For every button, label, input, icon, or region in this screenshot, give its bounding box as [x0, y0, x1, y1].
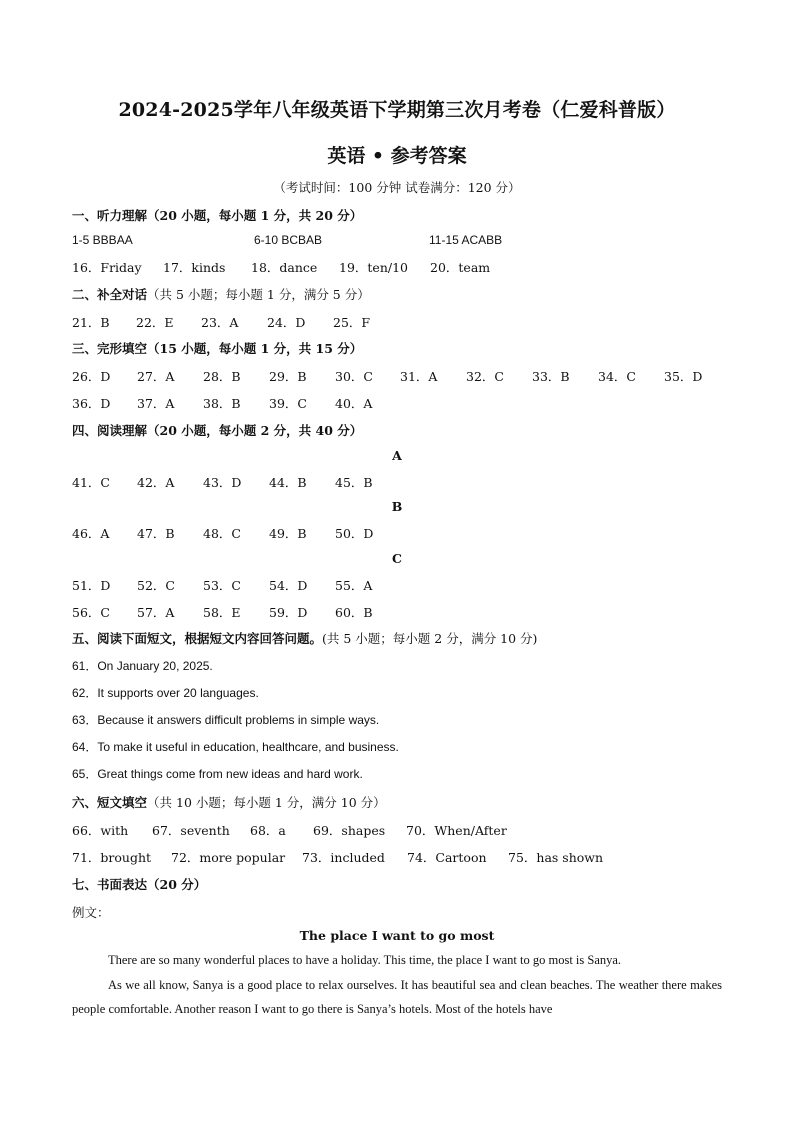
answer-item: 51．D: [72, 578, 111, 593]
answer-item: 40．A: [335, 396, 373, 411]
answer-item: 68．a: [250, 823, 286, 838]
section-6-note: （共 10 小题；每小题 1 分，满分 10 分）: [147, 795, 386, 810]
answer-item: 39．C: [269, 396, 307, 411]
answer-item: 53．C: [203, 578, 241, 593]
answer-item: 21．B: [72, 315, 110, 330]
essay-paragraph-1: There are so many wonderful places to have a holiday. This time, the place I want to go most is Sanya.: [108, 953, 622, 967]
section-2-note: （共 5 小题；每小题 1 分，满分 5 分）: [147, 287, 370, 302]
example-label: 例文：: [72, 905, 110, 920]
passage-c-label: C: [392, 551, 402, 566]
answer-item: 49．B: [269, 526, 307, 541]
answer-group: 11-15 ACABB: [429, 233, 503, 247]
answer-item: 70．When/After: [406, 823, 507, 838]
answer-group: 1-5 BBBAA: [72, 233, 133, 247]
answer-line: 65．Great things come from new ideas and hard work.: [72, 767, 363, 781]
answer-item: 66．with: [72, 823, 129, 838]
section-5-heading: [72, 629, 537, 647]
answer-item: 25．F: [333, 315, 371, 330]
answer-item: 20．team: [430, 260, 491, 275]
passage-b-label: B: [391, 499, 403, 514]
answer-item: 73．included: [302, 850, 385, 865]
answer-item: 34．C: [598, 369, 636, 384]
page-subtitle: 英语 • 参考答案: [327, 145, 467, 167]
section-6-title: 六、短文填空: [72, 795, 148, 810]
answer-item: 54．D: [269, 578, 308, 593]
section-2-heading: [72, 285, 370, 303]
answer-item: 56．C: [72, 605, 110, 620]
answer-item: 60．B: [335, 605, 373, 620]
answer-item: 17．kinds: [163, 260, 226, 275]
answer-item: 35．D: [664, 369, 703, 384]
essay-paragraph-2: As we all know, Sanya is a good place to relax ourselves. It has beautiful sea and clean beaches. The weather there makes people comfortable. Another reason I want to go there is Sanya’s hotels. Most of the hotels have: [72, 977, 722, 1016]
section-1-heading: 一、听力理解（20 小题，每小题 1 分，共 20 分）: [72, 208, 363, 223]
exam-info: （考试时间：100 分钟 试卷满分：120 分）: [273, 180, 521, 195]
answer-line: 63．Because it answers difficult problems in simple ways.: [72, 713, 380, 727]
page-title: 2024-2025学年八年级英语下学期第三次月考卷（仁爱科普版）: [118, 99, 676, 121]
answer-line: 62．It supports over 20 languages.: [72, 686, 259, 700]
answer-item: 24．D: [267, 315, 306, 330]
answer-item: 59．D: [269, 605, 308, 620]
section-5-note: (共 5 小题；每小题 2 分，满分 10 分): [322, 631, 538, 646]
answer-item: 29．B: [269, 369, 307, 384]
answer-item: 44．B: [269, 475, 307, 490]
answer-line: 64．To make it useful in education, healthcare, and business.: [72, 740, 399, 754]
answer-line: 61．On January 20, 2025.: [72, 659, 213, 673]
answer-item: 67．seventh: [152, 823, 230, 838]
answer-item: 71．brought: [72, 850, 152, 865]
section-5-title: 五、阅读下面短文，根据短文内容回答问题。: [72, 631, 323, 646]
section-2-title: 二、补全对话: [72, 287, 148, 302]
answer-item: 58．E: [203, 605, 241, 620]
answer-item: 16．Friday: [72, 260, 142, 275]
answer-item: 32．C: [466, 369, 504, 384]
answer-item: 45．B: [335, 475, 373, 490]
answer-item: 57．A: [137, 605, 175, 620]
answer-item: 38．B: [203, 396, 241, 411]
essay-paragraph: [72, 948, 722, 1022]
section-6-heading: [72, 793, 386, 811]
passage-a-label: A: [392, 448, 402, 463]
answer-item: 28．B: [203, 369, 241, 384]
essay-title: The place I want to go most: [299, 928, 495, 943]
answer-item: 72．more popular: [171, 850, 286, 865]
answer-item: 52．C: [137, 578, 175, 593]
answer-item: 69．shapes: [313, 823, 386, 838]
answer-item: 50．D: [335, 526, 374, 541]
answer-item: 30．C: [335, 369, 373, 384]
answer-item: 31．A: [400, 369, 438, 384]
answer-group: 6-10 BCBAB: [254, 233, 323, 247]
answer-item: 22．E: [136, 315, 174, 330]
answer-item: 48．C: [203, 526, 241, 541]
answer-item: 36．D: [72, 396, 111, 411]
answer-item: 47．B: [137, 526, 175, 541]
section-4-heading: 四、阅读理解（20 小题，每小题 2 分，共 40 分）: [72, 423, 363, 438]
answer-item: 41．C: [72, 475, 110, 490]
section-7-heading: 七、书面表达（20 分）: [72, 877, 207, 892]
answer-item: 19．ten/10: [339, 260, 408, 275]
answer-item: 33．B: [532, 369, 570, 384]
answer-item: 55．A: [335, 578, 373, 593]
answer-item: 18．dance: [251, 260, 318, 275]
answer-item: 43．D: [203, 475, 242, 490]
answer-item: 37．A: [137, 396, 175, 411]
answer-item: 74．Cartoon: [407, 850, 487, 865]
answer-item: 46．A: [72, 526, 110, 541]
answer-item: 26．D: [72, 369, 111, 384]
answer-item: 75．has shown: [508, 850, 604, 865]
answer-item: 42．A: [137, 475, 175, 490]
section-3-heading: 三、完形填空（15 小题，每小题 1 分，共 15 分）: [72, 341, 363, 356]
answer-item: 23．A: [201, 315, 239, 330]
answer-item: 27．A: [137, 369, 175, 384]
